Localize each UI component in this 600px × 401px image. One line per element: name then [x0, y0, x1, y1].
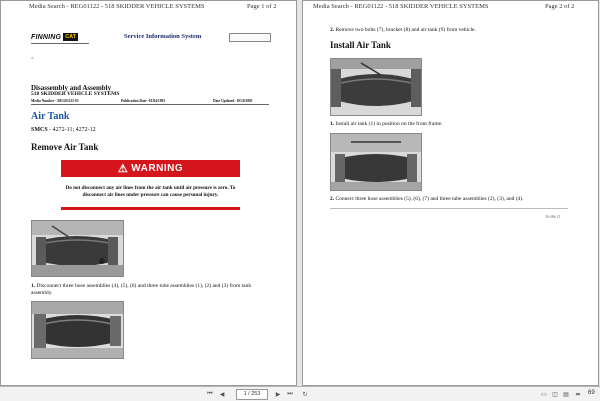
warning-text: Do not disconnect any air lines from the air tank until air pressure is zero. To disconnect air lines under pressure can cause personal injury. — [65, 185, 236, 198]
photo-air-tank-removal — [31, 220, 124, 277]
viewer-toolbar — [0, 386, 600, 401]
pdf-page-1 — [0, 0, 297, 386]
warning-banner — [61, 160, 240, 177]
smcs-value: - 4272-11; 4272-12 — [47, 127, 96, 133]
photo-air-tank-bracket — [31, 301, 124, 359]
section-heading-air-tank: Air Tank — [31, 111, 70, 122]
removal-step-1-text: Disconnect three hose assemblies (4), (5), (6) and three tube assemblies (1), (2) and (3) from tank assembly. — [31, 283, 252, 296]
photo-connect-hoses — [330, 133, 422, 191]
publication-date: Publication Date -01/04/1992 — [121, 99, 166, 103]
page-header-left: Media Search - REG01122 - 518 SKIDDER VEHICLE SYSTEMS — [313, 3, 489, 10]
media-number: Media Number - REG01122-01 — [31, 99, 79, 103]
warning-title: WARNING — [131, 163, 184, 174]
service-info-title: Service Information System — [124, 33, 202, 40]
date-updated: Date Updated -10/10/2001 — [213, 99, 253, 103]
warning-triangle-icon: ⚠ — [117, 163, 129, 175]
install-step-1-text: Install air tank (1) in position on the front frame. — [334, 121, 443, 127]
section-heading-install: Install Air Tank — [330, 40, 391, 50]
doc-title: Disassembly and Assembly — [31, 84, 112, 92]
page-header-right: Page 1 of 2 — [247, 3, 277, 10]
page-header-left: Media Search - REG01122 - 518 SKIDDER VEHICLE SYSTEMS — [29, 3, 205, 10]
removal-step-2-text: Remove two bolts (7), bracket (8) and air tank (9) from vehicle. — [334, 27, 476, 33]
install-step-1 — [330, 121, 568, 128]
title-divider — [31, 104, 269, 105]
smcs-codes — [31, 127, 96, 133]
next-page-icon[interactable]: ▶ — [275, 391, 281, 398]
photo-install-air-tank — [330, 58, 422, 116]
back-marker[interactable]: < — [31, 57, 34, 62]
logo-finning-text: FINNING — [31, 33, 62, 41]
logo-underline — [31, 43, 89, 44]
warning-bottom-bar — [61, 207, 240, 210]
zoom-level[interactable]: 69 — [588, 390, 595, 396]
logo-cat-text: CAT — [65, 34, 77, 40]
removal-step-2 — [330, 27, 568, 34]
end-divider — [330, 208, 568, 209]
fit-width-icon[interactable]: ⬌ — [575, 391, 581, 398]
install-step-2-number: 2. — [330, 196, 335, 202]
page-number-input[interactable]: 1 / 253 — [236, 389, 268, 400]
install-step-2 — [330, 196, 568, 203]
page-header-right: Page 2 of 2 — [545, 3, 575, 10]
page-timestamp: 16:06:11 — [545, 214, 561, 219]
removal-step-1-number: 1. — [31, 283, 36, 289]
rotate-icon[interactable]: ↻ — [302, 391, 308, 398]
finning-cat-logo — [31, 32, 83, 42]
single-page-view-icon[interactable]: ▭ — [541, 391, 547, 398]
install-step-1-number: 1. — [330, 121, 335, 127]
removal-step-2-number: 2. — [330, 27, 335, 33]
smcs-label: SMCS — [31, 127, 48, 133]
last-page-icon[interactable]: ⏭ — [287, 390, 293, 397]
sis-search-box[interactable] — [229, 33, 271, 42]
section-heading-remove: Remove Air Tank — [31, 142, 99, 152]
two-page-view-icon[interactable]: ◫ — [552, 391, 558, 398]
first-page-icon[interactable]: ⏮ — [207, 390, 213, 397]
removal-step-1 — [31, 283, 269, 296]
prev-page-icon[interactable]: ◀ — [219, 391, 225, 398]
install-step-2-text: Connect three hose assemblies (5), (6), (7) and three tube assemblies (2), (3), and (4). — [334, 196, 524, 202]
doc-subtitle: 518 SKIDDER VEHICLE SYSTEMS — [31, 91, 120, 97]
continuous-view-icon[interactable]: ▤ — [563, 391, 569, 398]
